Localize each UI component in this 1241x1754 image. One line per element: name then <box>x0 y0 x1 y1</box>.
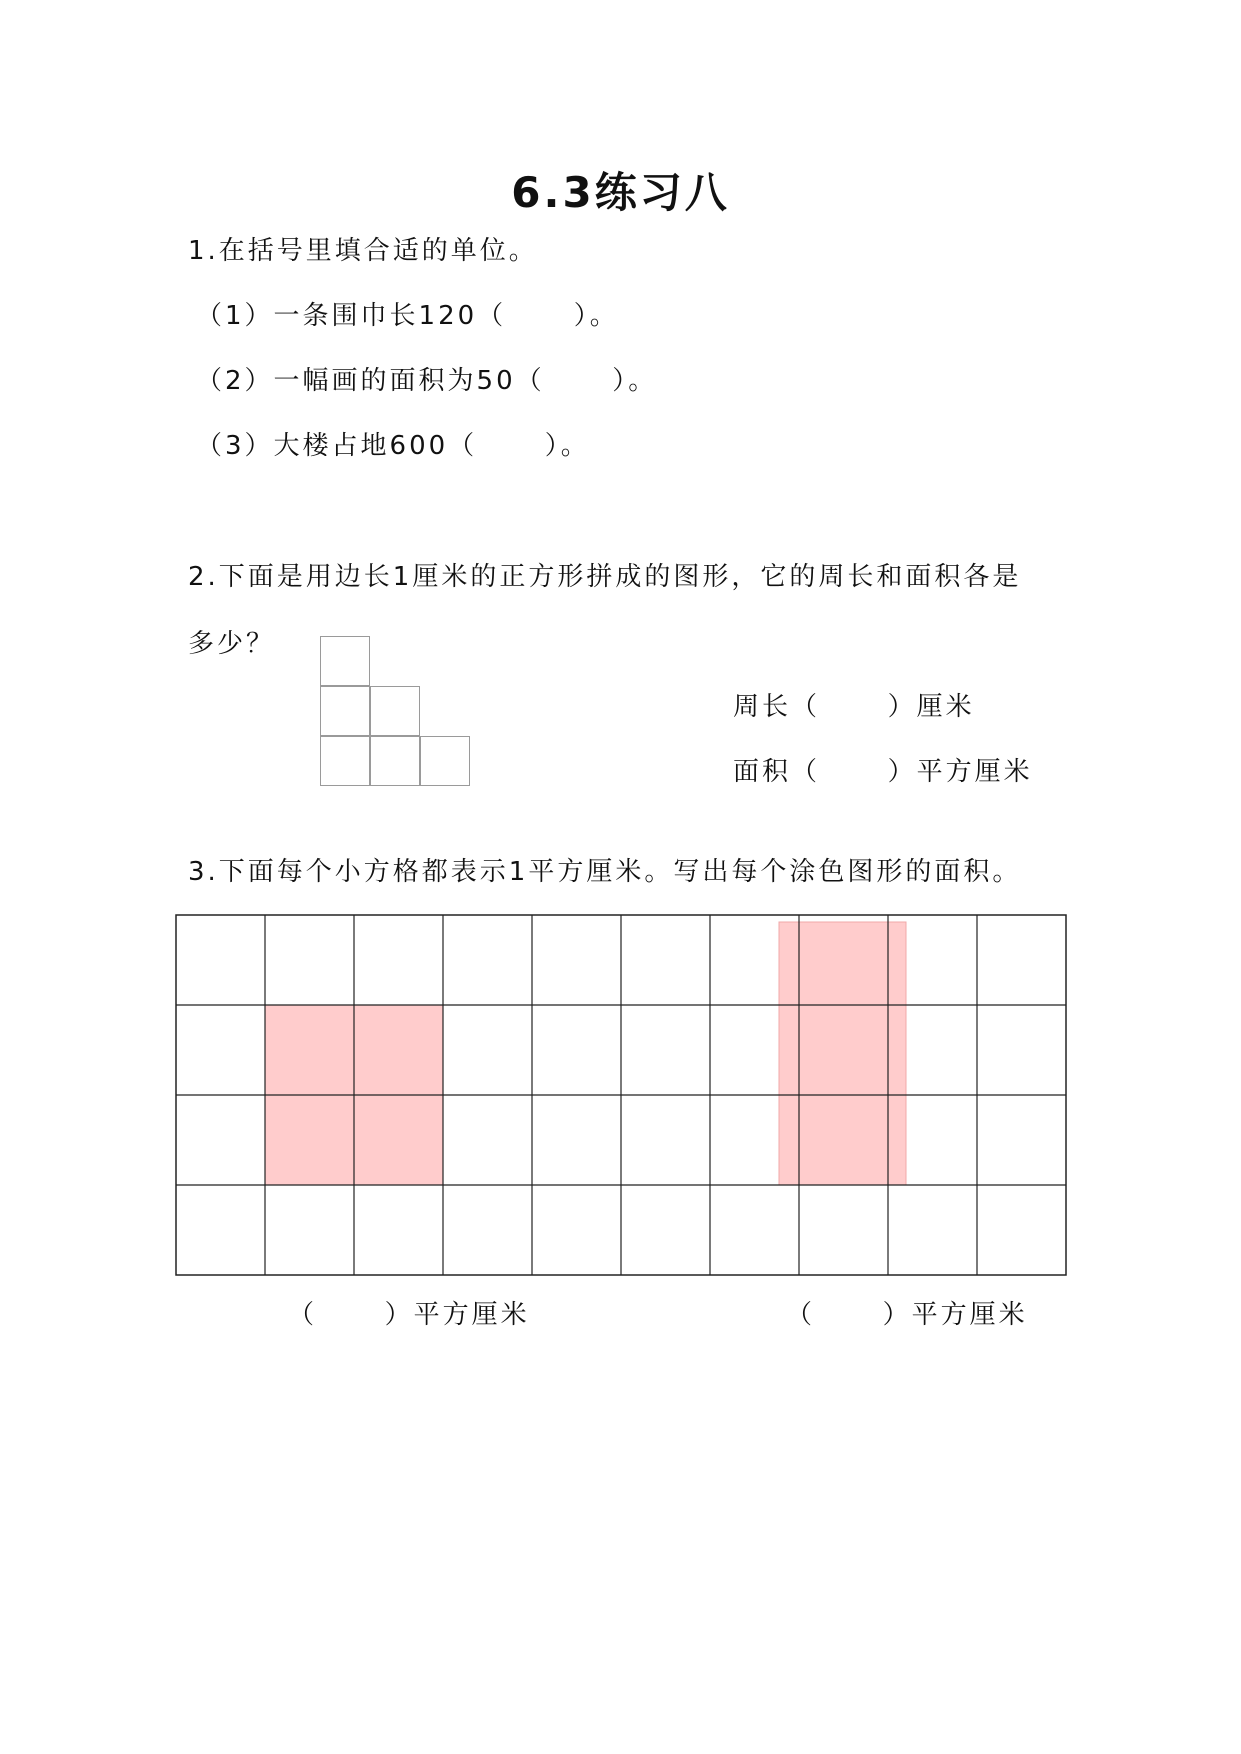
grid-lines <box>176 915 1066 1275</box>
figure-square <box>420 736 470 786</box>
q1-item-3: （3）大楼占地600（ ）。 <box>196 431 590 461</box>
q2-stem-line1: 2.下面是用边长1厘米的正方形拼成的图形，它的周长和面积各是 <box>188 562 1022 592</box>
q2-stem-line2: 多少？ <box>188 629 276 659</box>
q1-stem: 1.在括号里填合适的单位。 <box>188 236 538 266</box>
figure-square <box>370 686 420 736</box>
shaded-rectangle-right <box>779 922 906 1185</box>
perimeter-blank: 周长（ ）厘米 <box>733 692 975 722</box>
q1-item-2: （2）一幅画的面积为50（ ）。 <box>196 366 658 396</box>
figure-square <box>320 686 370 736</box>
q3-stem: 3.下面每个小方格都表示1平方厘米。写出每个涂色图形的面积。 <box>188 857 1022 887</box>
page-title: 6.3练习八 <box>511 168 730 217</box>
q1-item-1: （1）一条围巾长120（ ）。 <box>196 301 619 331</box>
answer-right-blank: （ ）平方厘米 <box>786 1300 1028 1330</box>
answer-left-blank: （ ）平方厘米 <box>288 1300 530 1330</box>
figure-square <box>320 736 370 786</box>
unit-grid <box>175 914 1070 1280</box>
figure-square <box>370 736 420 786</box>
area-blank: 面积（ ）平方厘米 <box>733 757 1033 787</box>
figure-square <box>320 636 370 686</box>
